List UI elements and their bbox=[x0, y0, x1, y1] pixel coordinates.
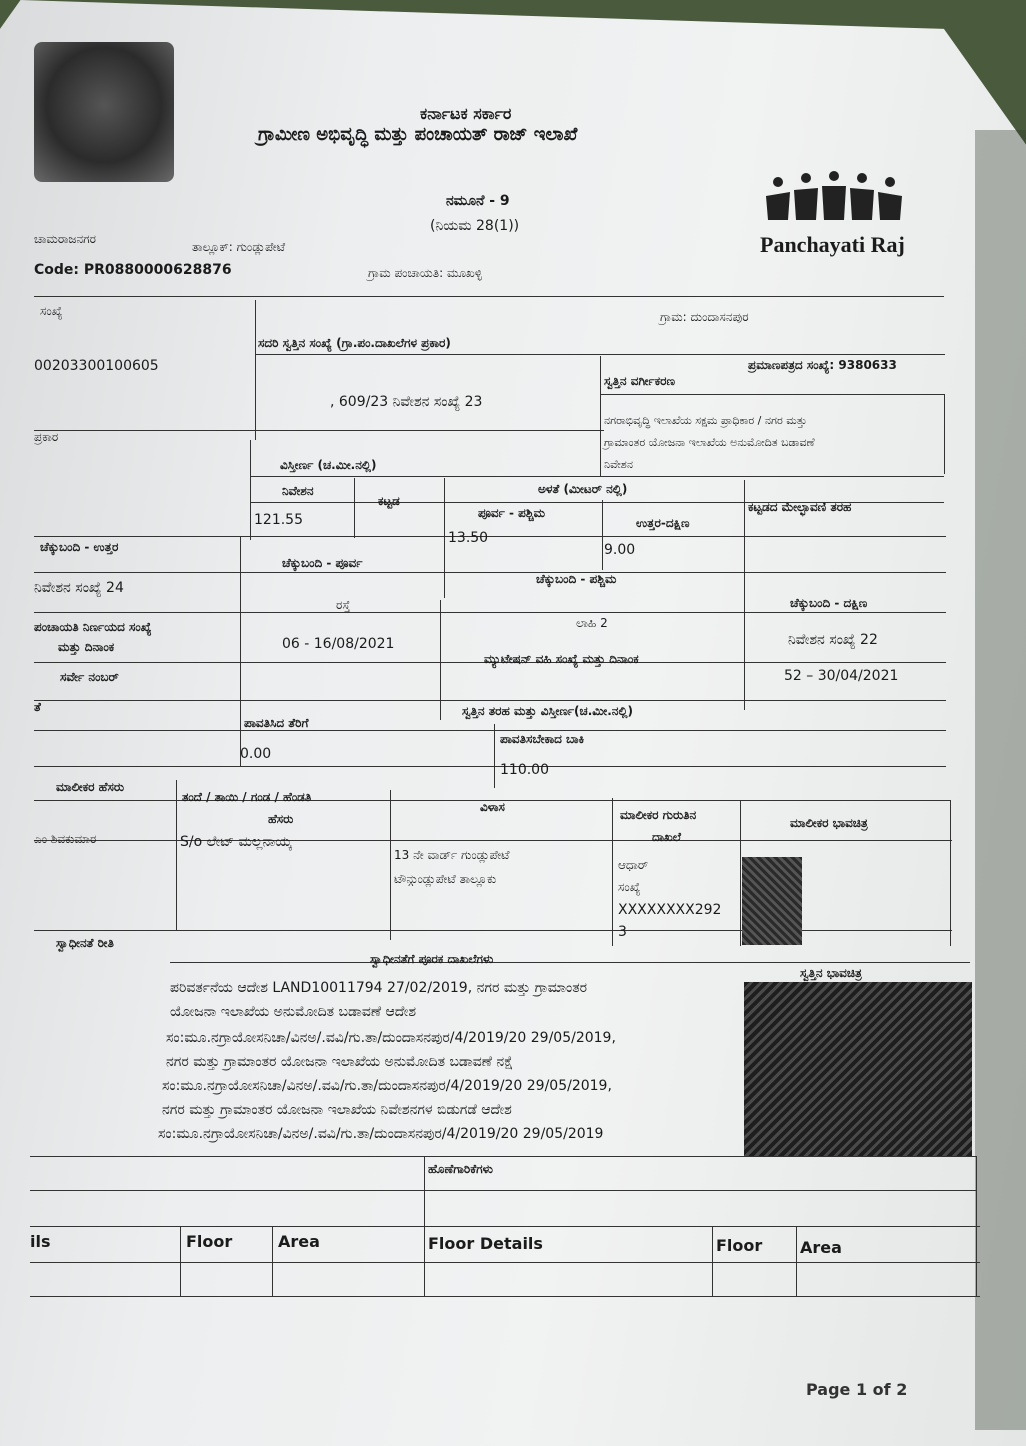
area-label-right: Area bbox=[800, 1238, 842, 1257]
property-photo-label: ಸ್ವತ್ತಿನ ಭಾವಚಿತ್ರ bbox=[800, 966, 862, 980]
grid-line bbox=[34, 700, 946, 701]
type-label: ಪ್ರಕಾರ bbox=[34, 430, 59, 444]
panchayati-raj-logo-icon bbox=[758, 170, 918, 240]
grid-line bbox=[272, 1226, 273, 1296]
grid-line bbox=[796, 1226, 797, 1296]
tax-due-value: 110.00 bbox=[500, 762, 549, 778]
owner-id-label: ಮಾಲೀಕರ ಗುರುತಿನ bbox=[620, 808, 697, 822]
grid-line bbox=[255, 300, 256, 440]
grid-line bbox=[354, 478, 355, 538]
grid-line bbox=[390, 790, 391, 940]
grid-line bbox=[440, 600, 441, 720]
page-number: Page 1 of 2 bbox=[806, 1380, 908, 1399]
south-boundary-value: ನಿವೇಶನ ಸಂಖ್ಯೆ 22 bbox=[788, 632, 878, 648]
area-label-left: Area bbox=[278, 1232, 320, 1251]
area-label: ವಿಸ್ತೀರ್ಣ (ಚ.ಮೀ.ನಲ್ಲಿ) bbox=[280, 458, 377, 472]
grid-line bbox=[600, 394, 944, 395]
property-code: Code: PR0880000628876 bbox=[34, 262, 232, 278]
west-boundary-value: ಲಾಹಿ 2 bbox=[576, 616, 608, 630]
acquisition-docs-label: ಸ್ವಾಧೀನತೆಗೆ ಪೂರಕ ದಾಖಲೆಗಳು bbox=[370, 952, 494, 966]
floor-label-right: Floor bbox=[716, 1236, 763, 1255]
relation-label-2: ಹೆಸರು bbox=[268, 812, 294, 826]
classification-line-3: ನಿವೇಶನ bbox=[604, 458, 633, 471]
site-area: 121.55 bbox=[254, 512, 303, 528]
classification-line-2: ಗ್ರಾಮಾಂತರ ಯೋಜನಾ ಇಲಾಖೆಯ ಅನುಮೋದಿತ ಬಡಾವಣೆ bbox=[604, 436, 815, 449]
west-boundary-label: ಚೆಕ್ಕುಬಂದಿ - ಪಶ್ಚಿಮ bbox=[536, 572, 617, 586]
owner-address-2: ಟೌನ್ಗುಂಡ್ಲುಪೇಟೆ ತಾಲ್ಲೂಕು bbox=[394, 872, 497, 886]
site-label: ನಿವೇಶನ bbox=[282, 484, 314, 498]
grid-line bbox=[34, 930, 952, 931]
grid-line bbox=[170, 962, 970, 963]
grid-line bbox=[180, 1226, 181, 1296]
property-photo bbox=[744, 982, 972, 1157]
form-number: ನಮೂನೆ - 9 bbox=[446, 193, 510, 209]
floor-details-label-left: ils bbox=[30, 1232, 51, 1251]
asset-number: , 609/23 ನಿವೇಶನ ಸಂಖ್ಯೆ 23 bbox=[330, 394, 483, 410]
acquisition-doc-line: ಸಂ:ಮೂ.ನಗ್ರಾಯೋಸನಿಚಾ/ವಿನಅ/.ವವಿ/ಗು.ತಾ/ದುಂದಾಸನಪುರ/4/2019/20 29/05/2019 bbox=[158, 1126, 604, 1142]
east-west-value: 13.50 bbox=[448, 530, 489, 546]
department-title: ಗ್ರಾಮೀಣ ಅಭಿವೃದ್ಧಿ ಮತ್ತು ಪಂಚಾಯತ್ ರಾಜ್ ಇಲಾಖೆ bbox=[258, 124, 578, 145]
east-west-label: ಪೂರ್ವ - ಪಶ್ಚಿಮ bbox=[478, 506, 546, 520]
acquisition-doc-line: ಪರಿವರ್ತನೆಯ ಆದೇಶ LAND10011794 27/02/2019, ನಗರ ಮತ್ತು ಗ್ರಾಮಾಂತರ bbox=[170, 980, 588, 996]
grid-line bbox=[30, 1262, 980, 1263]
grid-line bbox=[976, 1156, 977, 1296]
grid-line bbox=[944, 394, 945, 474]
north-boundary-value: ನಿವೇಶನ ಸಂಖ್ಯೆ 24 bbox=[34, 580, 124, 596]
karnataka-emblem-icon bbox=[34, 42, 174, 182]
number-label: ಸಂಖ್ಯೆ bbox=[40, 304, 63, 318]
grid-line bbox=[250, 476, 944, 477]
east-boundary-label: ಚೆಕ್ಕುಬಂದಿ - ಪೂರ್ವ bbox=[282, 556, 363, 570]
floor-details-label: Floor Details bbox=[428, 1234, 543, 1253]
north-south-label: ಉತ್ತರ-ದಕ್ಷಿಣ bbox=[636, 516, 690, 530]
south-boundary-label: ಚೆಕ್ಕುಬಂದಿ - ದಕ್ಷಿಣ bbox=[790, 596, 868, 610]
asset-number-label: ಸದರಿ ಸ್ವತ್ತಿನ ಸಂಖ್ಯೆ (ಗ್ರಾ.ಪಂ.ದಾಖಲೆಗಳ ಪ್ರಕಾರ) bbox=[258, 336, 451, 350]
grid-line bbox=[34, 730, 946, 731]
acquisition-doc-line: ನಗರ ಮತ್ತು ಗ್ರಾಮಾಂತರ ಯೋಜನಾ ಇಲಾಖೆಯ ನಿವೇಶನಗಳ ಬಿಡುಗಡೆ ಆದೇಶ bbox=[162, 1102, 512, 1118]
acquisition-doc-line: ಸಂ:ಮೂ.ನಗ್ರಾಯೋಸನಿಚಾ/ವಿನಅ/.ವವಿ/ಗು.ತಾ/ದುಂದಾಸನಪುರ/4/2019/20 29/05/2019, bbox=[166, 1030, 616, 1046]
grid-line bbox=[950, 800, 951, 946]
acquisition-doc-line: ಯೋಜನಾ ಇಲಾಖೆಯ ಅನುಮೋದಿತ ಬಡಾವಣೆ ಆದೇಶ bbox=[170, 1004, 417, 1020]
form-rule: (ನಿಯಮ 28(1)) bbox=[430, 218, 520, 234]
mutation-value: 52 – 30/04/2021 bbox=[784, 668, 899, 684]
grid-line bbox=[34, 536, 946, 537]
grid-line bbox=[250, 440, 251, 540]
owner-id-3: XXXXXXXX292 bbox=[618, 902, 722, 918]
grid-line bbox=[612, 798, 613, 946]
grid-line bbox=[34, 430, 604, 431]
grid-line bbox=[30, 1296, 980, 1297]
village: ಗ್ರಾಮ: ದುಂದಾಸನಪುರ bbox=[660, 310, 749, 324]
property-number: 00203300100605 bbox=[34, 358, 159, 374]
owner-address-1: 13 ನೇ ವಾರ್ಡ್ ಗುಂಡ್ಲುಪೇಟೆ bbox=[394, 848, 510, 862]
resolution-label-2: ಮತ್ತು ದಿನಾಂಕ bbox=[58, 640, 115, 654]
owner-name: ಎಂ ಶಿವಕುಮಾರ bbox=[34, 832, 97, 846]
grid-line bbox=[424, 1156, 425, 1296]
relation-label: ತಂದೆ / ತಾಯಿ / ಗಂಡ / ಹೆಂಡತಿ bbox=[182, 790, 312, 804]
owner-photo-label: ಮಾಲೀಕರ ಭಾವಚಿತ್ರ bbox=[790, 816, 868, 830]
taluk: ತಾಲ್ಲೂಕ್: ಗುಂಡ್ಲುಪೇಟೆ bbox=[192, 240, 286, 254]
resolution-label: ಪಂಚಾಯತಿ ನಿರ್ಣಯದ ಸಂಖ್ಯೆ bbox=[34, 620, 152, 634]
north-south-value: 9.00 bbox=[604, 542, 636, 558]
tax-paid-value: 0.00 bbox=[240, 746, 272, 762]
page-edge bbox=[975, 130, 1026, 1430]
classification-label: ಸ್ವತ್ತಿನ ವರ್ಗೀಕರಣ bbox=[604, 374, 675, 388]
resolution-value: 06 - 16/08/2021 bbox=[282, 636, 395, 652]
grid-line bbox=[34, 840, 952, 841]
address-label: ವಿಳಾಸ bbox=[480, 800, 505, 814]
owner-relation: S/o ಲೇಟ್ ಮಲ್ಲನಾಯ್ಕ bbox=[180, 834, 292, 850]
owner-photo bbox=[742, 857, 802, 945]
grid-line bbox=[444, 478, 445, 598]
district: ಚಾಮರಾಜನಗರ bbox=[34, 232, 97, 246]
floor-label-left: Floor bbox=[186, 1232, 233, 1251]
tax-due-label: ಪಾವತಿಸಬೇಕಾದ ಬಾಕಿ bbox=[500, 732, 585, 746]
grid-line bbox=[600, 356, 601, 476]
north-boundary-label: ಚೆಕ್ಕುಬಂದಿ - ಉತ್ತರ bbox=[40, 540, 119, 554]
panchayati-raj-text: Panchayati Raj bbox=[760, 232, 905, 257]
grid-line bbox=[30, 1156, 976, 1157]
grid-line bbox=[740, 800, 741, 946]
grid-line bbox=[255, 354, 945, 355]
owner-name-label: ಮಾಲೀಕರ ಹೆಸರು bbox=[56, 780, 125, 794]
east-boundary-value: ರಸ್ತೆ bbox=[336, 598, 351, 612]
acquisition-doc-line: ನಗರ ಮತ್ತು ಗ್ರಾಮಾಂತರ ಯೋಜನಾ ಇಲಾಖೆಯ ಅನುಮೋದಿತ ಬಡಾವಣೆ ನಕ್ಷೆ bbox=[166, 1054, 514, 1070]
grid-line bbox=[494, 724, 495, 788]
acquisition-mode-label: ಸ್ವಾಧೀನತೆ ರೀತಿ bbox=[56, 936, 114, 950]
govt-title: ಕರ್ನಾಟಕ ಸರ್ಕಾರ bbox=[420, 104, 512, 123]
owner-id-1: ಆಧಾರ್ bbox=[618, 858, 649, 872]
measure-label: ಅಳತೆ (ಮೀಟರ್ ನಲ್ಲಿ) bbox=[538, 482, 628, 496]
grid-line bbox=[744, 480, 745, 710]
mutation-label: ಮ್ಯುಟೇಷನ್ ವಹಿ ಸಂಖ್ಯೆ ಮತ್ತು ದಿನಾಂಕ bbox=[484, 652, 639, 666]
survey-label: ಸರ್ವೇ ನಂಬರ್ bbox=[60, 670, 119, 684]
grid-line bbox=[712, 1226, 713, 1296]
grid-line bbox=[34, 572, 946, 573]
grid-line bbox=[176, 780, 177, 930]
nature-label: ಸ್ವತ್ತಿನ ತರಹ ಮತ್ತು ವಿಸ್ತೀರ್ಣ(ಚ.ಮೀ.ನಲ್ಲಿ) bbox=[462, 704, 634, 718]
grid-line bbox=[30, 1226, 980, 1227]
owner-id-label-2: ದಾಖಲೆ bbox=[652, 830, 681, 844]
roof-type-label: ಕಟ್ಟಡದ ಮೇಲ್ಛಾವಣಿ ತರಹ bbox=[748, 500, 852, 514]
owner-id-2: ಸಂಖ್ಯೆ bbox=[618, 880, 641, 894]
building-label: ಕಟ್ಟಡ bbox=[378, 494, 400, 508]
certificate-number: ಪ್ರಮಾಣಪತ್ರದ ಸಂಖ್ಯೆ: 9380633 bbox=[748, 358, 897, 372]
grid-line bbox=[602, 500, 603, 570]
owner-id-4: 3 bbox=[618, 924, 627, 940]
gram-panchayat: ಗ್ರಾಮ ಪಂಚಾಯತಿ: ಮೂಖಳ್ಳಿ bbox=[368, 266, 483, 280]
acquisition-doc-line: ಸಂ:ಮೂ.ನಗ್ರಾಯೋಸನಿಚಾ/ವಿನಅ/.ವವಿ/ಗು.ತಾ/ದುಂದಾಸನಪುರ/4/2019/20 29/05/2019, bbox=[162, 1078, 612, 1094]
grid-line bbox=[240, 536, 241, 766]
tax-paid-label: ಪಾವತಿಸಿದ ತೆರಿಗೆ bbox=[244, 716, 309, 730]
grid-line bbox=[30, 1190, 976, 1191]
classification-line-1: ನಗರಾಭಿವೃದ್ಧಿ ಇಲಾಖೆಯ ಸಕ್ಷಮ ಪ್ರಾಧಿಕಾರ / ನಗರ ಮತ್ತು bbox=[604, 414, 807, 427]
grid-line bbox=[34, 766, 946, 767]
grid-line bbox=[34, 296, 944, 297]
grid-line bbox=[34, 612, 946, 613]
tax-label: ತೆ bbox=[34, 700, 41, 714]
liabilities-label: ಹೊಣೆಗಾರಿಕೆಗಳು bbox=[428, 1162, 493, 1176]
